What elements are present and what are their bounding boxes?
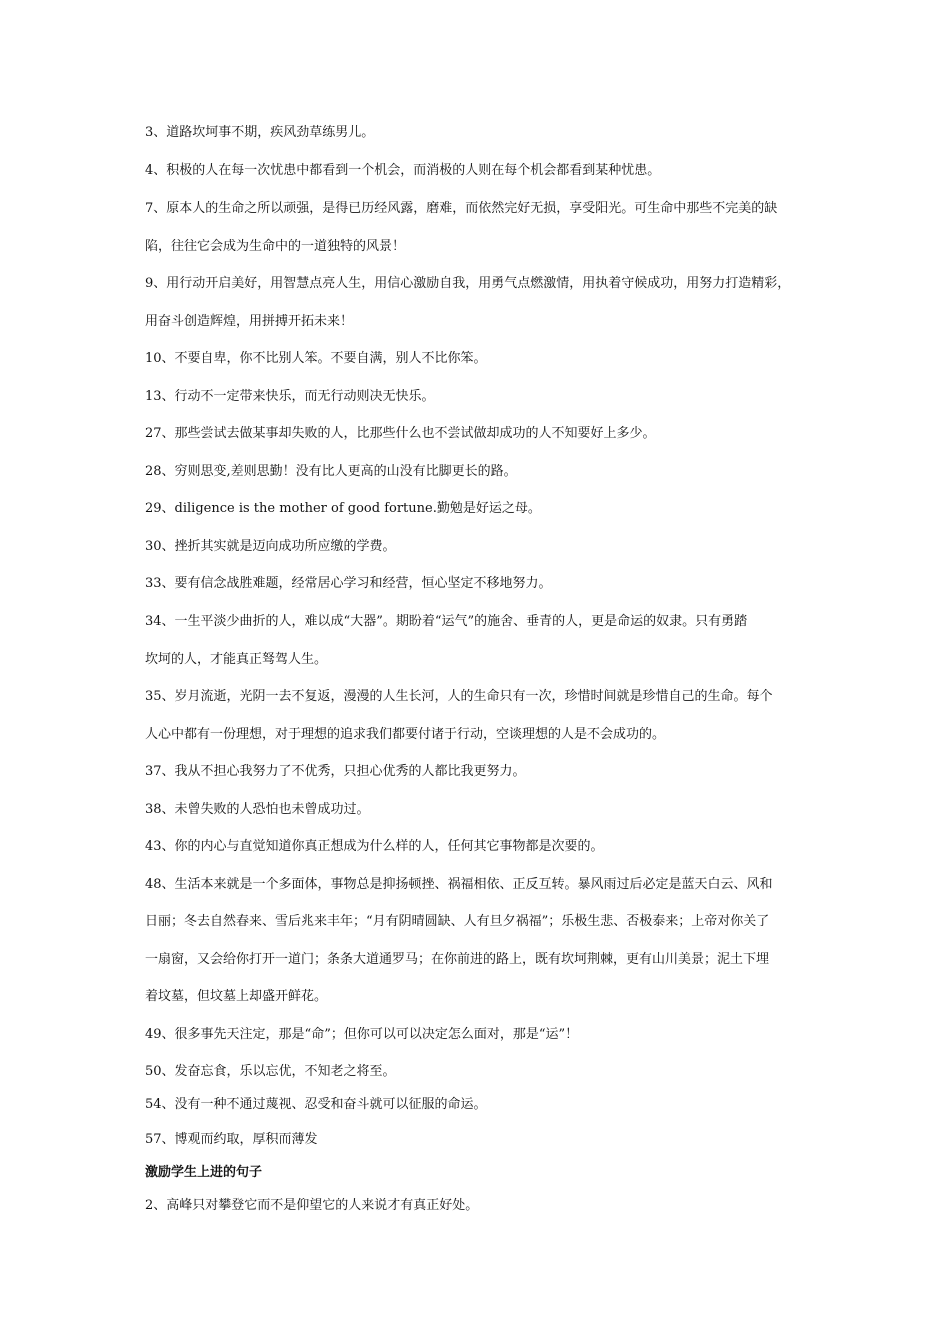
quote-line: 34、一生平淡少曲折的人，难以成“大器”。期盼着“运气”的施舍、垂青的人，更是命运的奴隶。只有勇踏 — [145, 614, 748, 629]
quote-line: 陷，往往它会成为生命中的一道独特的风景！ — [145, 239, 406, 254]
quote-line: 13、行动不一定带来快乐，而无行动则决无快乐。 — [145, 389, 435, 404]
quote-line: 坎坷的人，才能真正驽驾人生。 — [145, 652, 328, 667]
quote-line: 用奋斗创造辉煌，用拼搏开拓未来！ — [145, 314, 354, 329]
quote-line: 30、挫折其实就是迈向成功所应缴的学费。 — [145, 539, 396, 554]
quote-line: 日丽；冬去自然春来、雪后兆来丰年；“月有阴晴圆缺、人有旦夕祸福”；乐极生悲、否极泰来；上帝对你关了 — [145, 914, 770, 929]
quote-line: 50、发奋忘食，乐以忘优，不知老之将至。 — [145, 1064, 396, 1079]
quote-line: 10、不要自卑，你不比别人笨。不要自满，别人不比你笨。 — [145, 351, 487, 366]
quote-line: 35、岁月流逝，光阴一去不复返，漫漫的人生长河，人的生命只有一次，珍惜时间就是珍惜自己的生命。每个 — [145, 689, 773, 704]
quote-line: 一扇窗，又会给你打开一道门；条条大道通罗马；在你前进的路上，既有坎坷荆棘，更有山川美景；泥土下埋 — [145, 952, 770, 967]
quote-line: 2、高峰只对攀登它而不是仰望它的人来说才有真正好处。 — [145, 1198, 479, 1213]
section-heading: 激励学生上进的句子 — [145, 1165, 263, 1180]
quote-line: 38、未曾失败的人恐怕也未曾成功过。 — [145, 802, 370, 817]
quote-line: 43、你的内心与直觉知道你真正想成为什么样的人，任何其它事物都是次要的。 — [145, 839, 604, 854]
quote-line: 29、diligence is the mother of good fortune.勤勉是好运之母。 — [145, 501, 541, 516]
quote-line: 48、生活本来就是一个多面体，事物总是抑扬顿挫、祸福相依、正反互转。暴风雨过后必定是蓝天白云、风和 — [145, 877, 773, 892]
quote-line: 57、博观而约取，厚积而薄发 — [145, 1132, 318, 1147]
quote-line: 人心中都有一份理想，对于理想的追求我们都要付诸于行动，空谈理想的人是不会成功的。 — [145, 727, 666, 742]
quote-line: 着坟墓，但坟墓上却盛开鲜花。 — [145, 989, 328, 1004]
quote-line: 49、很多事先天注定，那是“命”；但你可以可以决定怎么面对，那是“运”！ — [145, 1027, 579, 1042]
quote-line: 3、道路坎坷事不期，疾风劲草练男儿。 — [145, 125, 375, 140]
quote-line: 54、没有一种不通过蔑视、忍受和奋斗就可以征服的命运。 — [145, 1097, 487, 1112]
quote-line: 7、原本人的生命之所以顽强，是得已历经风露，磨难，而依然完好无损，享受阳光。可生命中那些不完美的缺 — [145, 201, 778, 216]
quote-line: 33、要有信念战胜难题，经常居心学习和经营，恒心坚定不移地努力。 — [145, 576, 552, 591]
quote-line: 28、穷则思变,差则思勤！没有比人更高的山没有比脚更长的路。 — [145, 464, 517, 479]
quote-line: 9、用行动开启美好，用智慧点亮人生，用信心激励自我，用勇气点燃激情，用执着守候成功，用努力打造精彩， — [145, 276, 791, 291]
quote-line: 37、我从不担心我努力了不优秀，只担心优秀的人都比我更努力。 — [145, 764, 526, 779]
quote-line: 4、积极的人在每一次忧患中都看到一个机会，而消极的人则在每个机会都看到某种忧患。 — [145, 163, 661, 178]
quote-line: 27、那些尝试去做某事却失败的人，比那些什么也不尝试做却成功的人不知要好上多少。 — [145, 426, 656, 441]
